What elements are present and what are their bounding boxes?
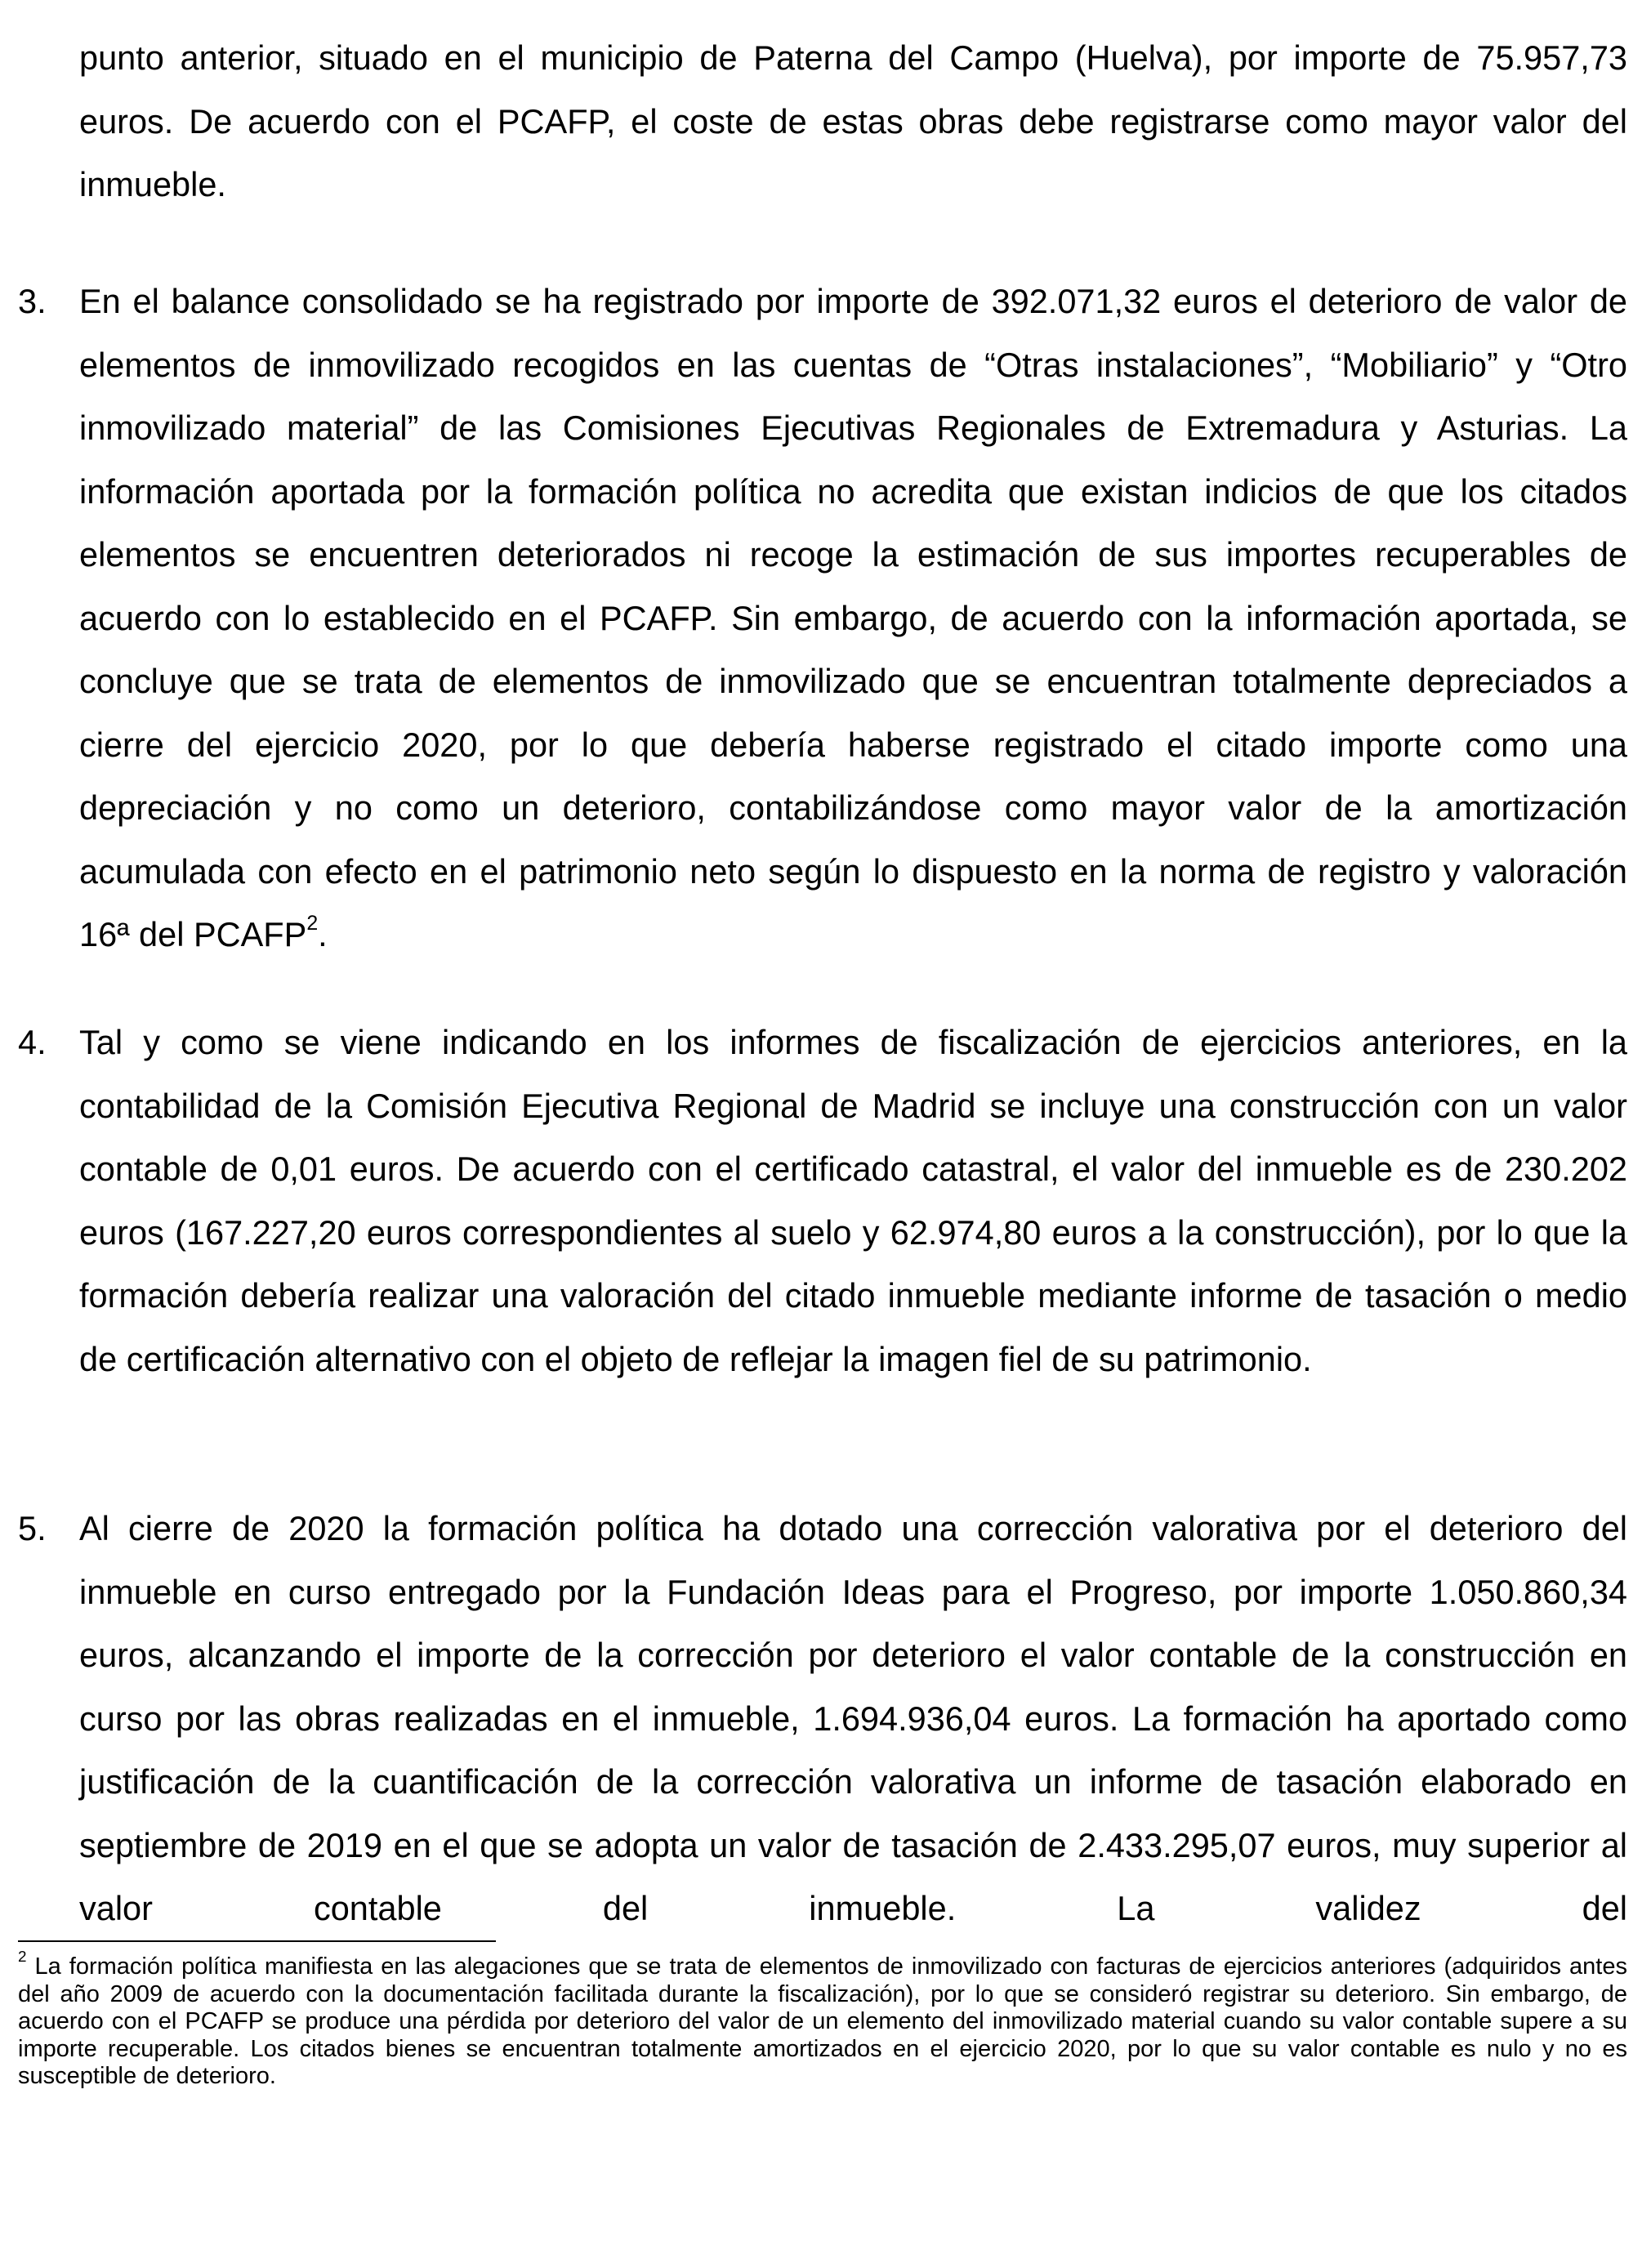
list-item-5 bbox=[18, 1497, 1627, 1940]
list-item-3 bbox=[18, 270, 1627, 967]
item-number: 4. bbox=[18, 1023, 47, 1061]
item-body: Al cierre de 2020 la formación política ha dotado una corrección valorativa por el deterioro del inmueble en curso entregado por la Fundación Ideas para el Progreso, por importe 1.050.860,34 euros, alcanzando el importe de la corrección por deterioro el valor contable de la construcción en curso por las obras realizadas en el inmueble, 1.694.936,04 euros. La formación ha aportado como justificación de la cuantificación de la corrección valorativa un informe de tasación elaborado en septiembre de 2019 en el que se adopta un valor de tasación de 2.433.295,07 euros, muy superior al valor contable del inmueble. La validez del bbox=[79, 1509, 1627, 1927]
item-number: 3. bbox=[18, 282, 47, 320]
footnote-marker: 2 bbox=[18, 1947, 27, 1965]
item-number: 5. bbox=[18, 1509, 47, 1547]
list-item-4 bbox=[18, 1011, 1627, 1391]
item-text: En el balance consolidado se ha registrado por importe de 392.071,32 euros el deterioro de valor de elementos de inmovilizado recogidos en las cuentas de “Otras instalaciones”, “Mobiliario” y “Otro inmovilizado material” de las Comisiones Ejecutivas Regionales de Extremadura y Asturias. La información aportada por la formación política no acredita que existan indicios de que los citados elementos se encuentren deteriorados ni recoge la estimación de sus importes recuperables de acuerdo con lo establecido en el PCAFP. Sin embargo, de acuerdo con la información aportada, se concluye que se trata de elementos de inmovilizado que se encuentran totalmente depreciados a cierre del ejercicio 2020, por lo que debería haberse registrado el citado importe como una depreciación y no como un deterioro, contabilizándose como mayor valor de la amortización acumulada con efecto en el patrimonio neto según lo dispuesto en la norma de registro y valoración 16ª del PCAFP bbox=[79, 282, 1627, 953]
item-text-tail: . bbox=[318, 915, 328, 953]
footnote-text: La formación política manifiesta en las alegaciones que se trata de elementos de inmovilizado con facturas de ejercicios anteriores (adquiridos antes del año 2009 de acuerdo con la documentación facilitada durante la fiscalización), por lo que se consideró registrar su deterioro. Sin embargo, de acuerdo con el PCAFP se produce una pérdida por deterioro del valor de un elemento del inmovilizado material cuando su valor contable supere a su importe recuperable. Los citados bienes se encuentran totalmente amortizados en el ejercicio 2020, por lo que su valor contable es nulo y no es susceptible de deterioro. bbox=[18, 1953, 1627, 2089]
footnote-separator bbox=[18, 1940, 496, 1942]
footnote bbox=[18, 1947, 1627, 2091]
item-body bbox=[79, 270, 1627, 967]
footnote-reference[interactable]: 2 bbox=[306, 912, 319, 935]
continuation-paragraph: punto anterior, situado en el municipio de Paterna del Campo (Huelva), por importe de 75.957,73 euros. De acuerdo con el PCAFP, el coste de estas obras debe registrarse como mayor valor del inmueble. bbox=[79, 38, 1627, 203]
item-body: Tal y como se viene indicando en los informes de fiscalización de ejercicios anteriores, en la contabilidad de la Comisión Ejecutiva Regional de Madrid se incluye una construcción con un valor contable de 0,01 euros. De acuerdo con el certificado catastral, el valor del inmueble es de 230.202 euros (167.227,20 euros correspondientes al suelo y 62.974,80 euros a la construcción), por lo que la formación debería realizar una valoración del citado inmueble mediante informe de tasación o medio de certificación alternativo con el objeto de reflejar la imagen fiel de su patrimonio. bbox=[79, 1023, 1627, 1378]
